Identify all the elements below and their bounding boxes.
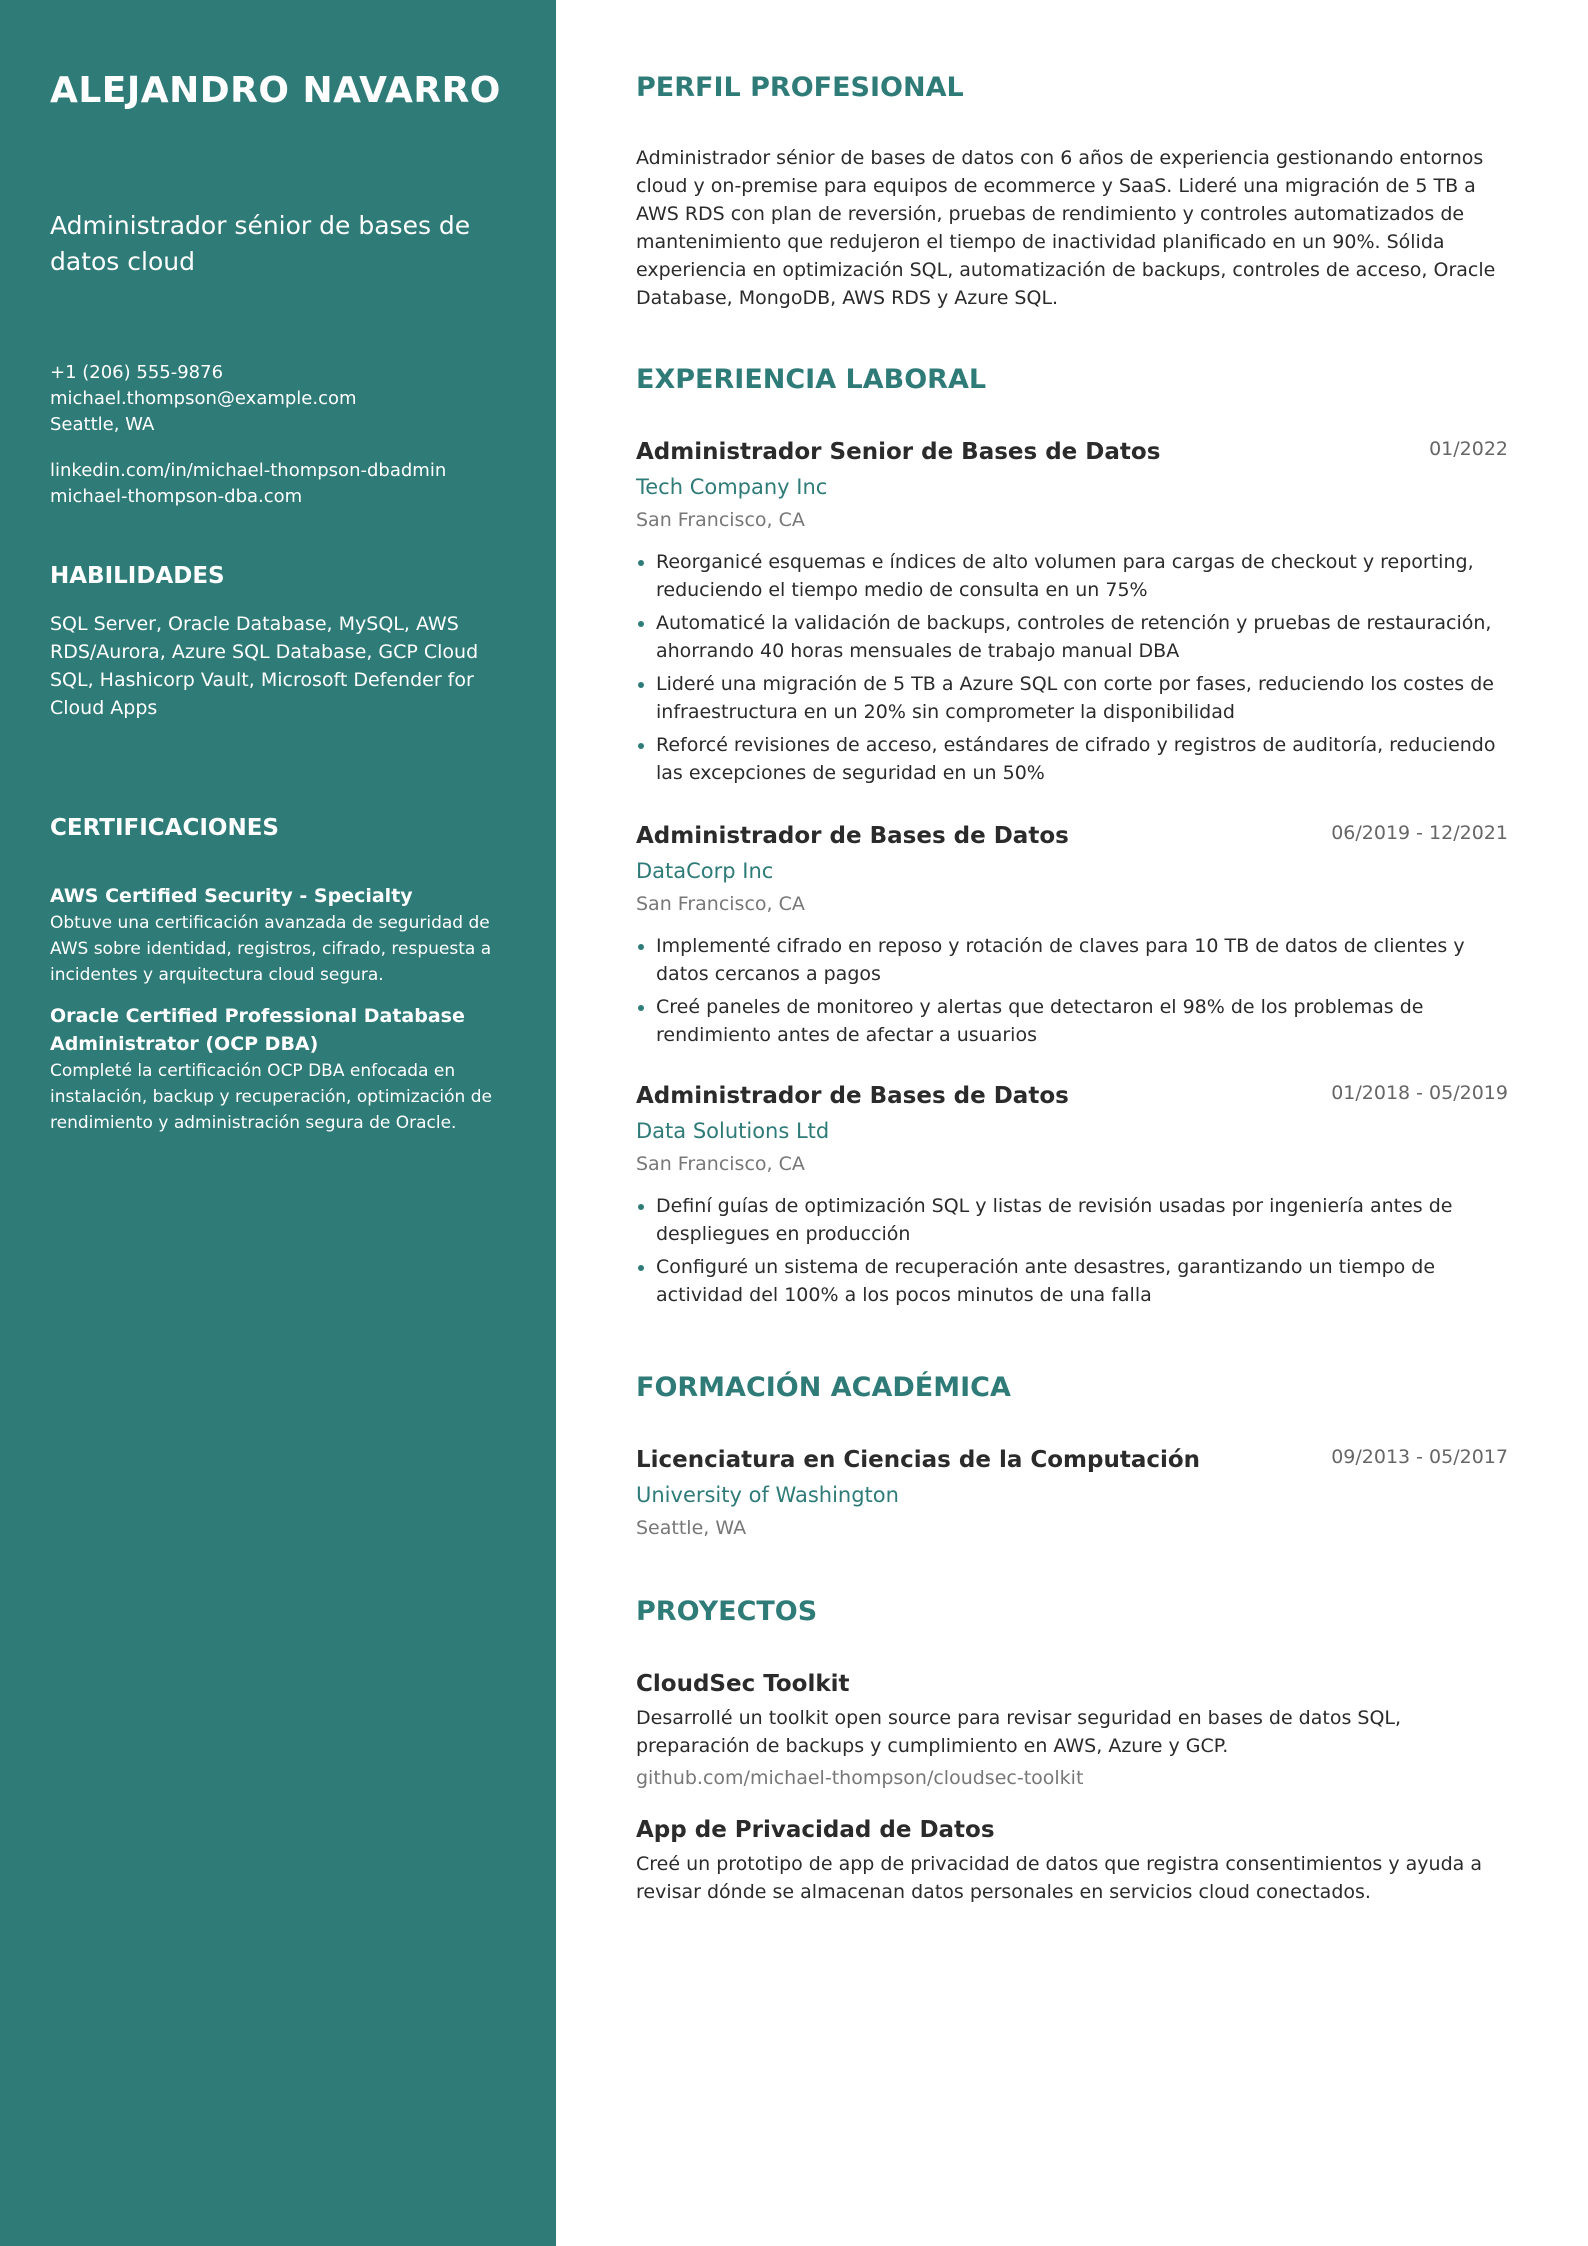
- project-title: CloudSec Toolkit: [636, 1671, 850, 1697]
- education-entry: [636, 1444, 1508, 1542]
- job-date: 01/2022: [1429, 438, 1508, 460]
- job-location: San Francisco, CA: [636, 893, 805, 915]
- certification-title: AWS Certified Security - Specialty: [50, 885, 413, 907]
- job-bullet: Implementé cifrado en reposo y rotación de claves para 10 TB de datos de clientes y datos cercanos a pagos: [636, 932, 1508, 988]
- contact-location: Seattle, WA: [50, 414, 155, 435]
- job-location: San Francisco, CA: [636, 509, 805, 531]
- job-bullets: [636, 1192, 1508, 1309]
- degree-title: Licenciatura en Ciencias de la Computación: [636, 1447, 1201, 1473]
- links-block: [50, 458, 446, 510]
- education-heading: FORMACIÓN ACADÉMICA: [636, 1372, 1011, 1403]
- skills-text: SQL Server, Oracle Database, MySQL, AWS RDS/Aurora, Azure SQL Database, GCP Cloud SQL, Hashicorp Vault, Microsoft Defender for Cloud Apps: [50, 613, 479, 719]
- website-link[interactable]: michael-thompson-dba.com: [50, 486, 303, 507]
- job-bullet: Reforcé revisiones de acceso, estándares de cifrado y registros de auditoría, reduciendo las excepciones de seguridad en un 50%: [636, 731, 1508, 787]
- phone-number: +1 (206) 555-9876: [50, 362, 224, 383]
- certifications-heading: CERTIFICACIONES: [50, 815, 279, 841]
- job-bullets: [636, 932, 1508, 1049]
- job-entry: [636, 820, 1508, 1054]
- sidebar: [0, 0, 556, 2246]
- skills-heading: HABILIDADES: [50, 563, 225, 589]
- job-bullets: [636, 548, 1508, 787]
- project-item: [636, 1668, 1508, 1792]
- experience-heading: EXPERIENCIA LABORAL: [636, 364, 987, 395]
- job-entry: [636, 1080, 1508, 1314]
- job-entry: [636, 436, 1508, 792]
- email-address: michael.thompson@example.com: [50, 388, 357, 409]
- job-bullet: Lideré una migración de 5 TB a Azure SQL con corte por fases, reduciendo los costes de infraestructura en un 20% sin comprometer la disponibilidad: [636, 670, 1508, 726]
- certification-description: Obtuve una certificación avanzada de seguridad de AWS sobre identidad, registros, cifrado, respuesta a incidentes y arquitectura cloud segura.: [50, 913, 492, 985]
- certifications-list: [50, 882, 506, 1150]
- education-date: 09/2013 - 05/2017: [1331, 1446, 1508, 1468]
- contact-block: [50, 360, 357, 438]
- project-description: Desarrollé un toolkit open source para revisar seguridad en bases de datos SQL, preparación de backups y cumplimiento en AWS, Azure y GCP.: [636, 1707, 1402, 1757]
- job-date: 06/2019 - 12/2021: [1331, 822, 1508, 844]
- education-location: Seattle, WA: [636, 1517, 747, 1539]
- certification-description: Completé la certificación OCP DBA enfocada en instalación, backup y recuperación, optimización de rendimiento y administración segura de Oracle.: [50, 1061, 492, 1133]
- job-title: Administrador de Bases de Datos: [636, 1083, 1069, 1109]
- project-description: Creé un prototipo de app de privacidad de datos que registra consentimientos y ayuda a revisar dónde se almacenan datos personales en servicios cloud conectados.: [636, 1853, 1482, 1903]
- profile-summary: Administrador sénior de bases de datos con 6 años de experiencia gestionando entornos cloud y on-premise para equipos de ecommerce y SaaS. Lideré una migración de 5 TB a AWS RDS con plan de reversión, pruebas de rendimiento y controles automatizados de mantenimiento que redujeron el tiempo de inactividad planificado en un 90%. Sólida experiencia en optimización SQL, automatización de backups, controles de acceso, Oracle Database, MongoDB, AWS RDS y Azure SQL.: [636, 147, 1496, 309]
- company-name: DataCorp Inc: [636, 859, 774, 883]
- projects-heading: PROYECTOS: [636, 1596, 818, 1627]
- candidate-name: ALEJANDRO NAVARRO: [50, 70, 501, 111]
- project-title: App de Privacidad de Datos: [636, 1817, 995, 1843]
- certification-item: [50, 882, 506, 988]
- job-bullet: Configuré un sistema de recuperación ante desastres, garantizando un tiempo de actividad del 100% a los pocos minutos de una falla: [636, 1253, 1508, 1309]
- project-item: [636, 1814, 1508, 1906]
- certification-item: [50, 1002, 506, 1136]
- school-name: University of Washington: [636, 1483, 899, 1507]
- profile-heading: PERFIL PROFESIONAL: [636, 72, 964, 103]
- job-bullet: Definí guías de optimización SQL y listas de revisión usadas por ingeniería antes de despliegues en producción: [636, 1192, 1508, 1248]
- company-name: Data Solutions Ltd: [636, 1119, 830, 1143]
- job-location: San Francisco, CA: [636, 1153, 805, 1175]
- job-bullet: Creé paneles de monitoreo y alertas que detectaron el 98% de los problemas de rendimiento antes de afectar a usuarios: [636, 993, 1508, 1049]
- company-name: Tech Company Inc: [636, 475, 828, 499]
- candidate-headline: Administrador sénior de bases de datos cloud: [50, 211, 471, 276]
- job-title: Administrador de Bases de Datos: [636, 823, 1069, 849]
- job-bullet: Automaticé la validación de backups, controles de retención y pruebas de restauración, ahorrando 40 horas mensuales de trabajo manual DBA: [636, 609, 1508, 665]
- linkedin-link[interactable]: linkedin.com/in/michael-thompson-dbadmin: [50, 460, 447, 481]
- job-bullet: Reorganicé esquemas e índices de alto volumen para cargas de checkout y reporting, reduciendo el tiempo medio de consulta en un 75%: [636, 548, 1508, 604]
- project-link[interactable]: github.com/michael-thompson/cloudsec-toolkit: [636, 1767, 1084, 1789]
- job-date: 01/2018 - 05/2019: [1331, 1082, 1508, 1104]
- certification-title: Oracle Certified Professional Database Administrator (OCP DBA): [50, 1005, 465, 1055]
- job-title: Administrador Senior de Bases de Datos: [636, 439, 1161, 465]
